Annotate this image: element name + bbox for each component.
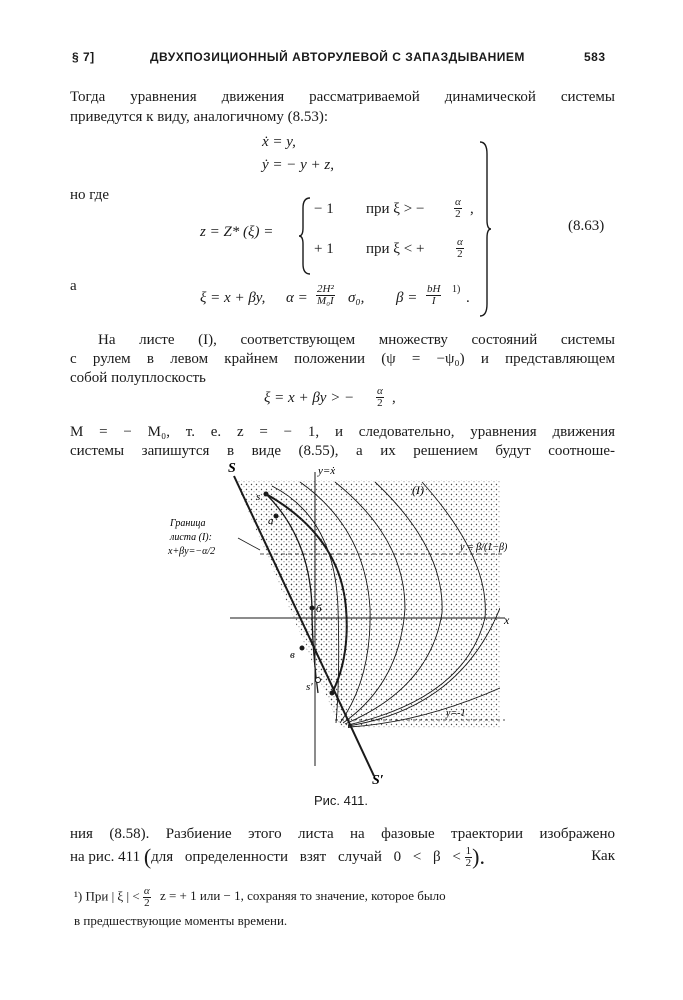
figure-caption: Рис. 411.: [314, 793, 368, 808]
boundary-label-2: листа (I):: [170, 532, 212, 543]
case-2-condition: при ξ < +: [366, 241, 425, 257]
fraction-denominator: 2: [377, 397, 383, 409]
z-definition: z = Z* (ξ) =: [200, 224, 274, 240]
label-pt-s: s: [256, 491, 261, 503]
fraction-denominator: M₀I: [317, 295, 334, 307]
case-2-value: + 1: [314, 241, 334, 257]
paragraph-3-line-1: ния (8.58). Разбиение этого листа на фазовые траектории изображено: [70, 826, 615, 842]
label-pt-b: б: [316, 603, 322, 615]
halfplane-inequality: ξ = x + βy > −: [264, 390, 355, 406]
but-where: но где: [70, 187, 109, 203]
point-v: [300, 646, 305, 651]
equation-2: ẏ = − y + z,: [262, 157, 335, 173]
boundary-label-3: x+βy=−α/2: [168, 546, 216, 557]
alpha-tail: σ₀,: [348, 290, 365, 306]
fraction-numerator: α: [377, 385, 383, 397]
conjunction-and: а: [70, 278, 77, 294]
footnote-line-2: в предшествующие моменты времени.: [74, 913, 288, 928]
paragraph-3-end: Как: [591, 848, 615, 864]
beta-definition: β =: [396, 290, 418, 306]
phase-portrait-figure: [160, 458, 530, 788]
alpha-fraction: [316, 284, 335, 307]
fraction-numerator: α: [143, 885, 150, 897]
equation-1: ẋ = y,: [262, 134, 296, 150]
label-pt-v: в: [290, 649, 295, 661]
footnote-text-1: При | ξ | <: [85, 888, 140, 904]
beta-fraction: [426, 284, 441, 307]
running-title: ДВУХПОЗИЦИОННЫЙ АВТОРУЛЕВОЙ С ЗАПАЗДЫВАНИЕМ: [150, 50, 525, 64]
label-y-axis: y=ẋ: [318, 465, 336, 477]
page-number: 583: [584, 50, 606, 64]
fraction-numerator: 1: [465, 845, 472, 857]
paragraph-2-line-2: системы запишутся в виде (8.55), а их решением будут соотноше-: [70, 443, 615, 459]
trajectory-8: [348, 728, 500, 743]
label-y-minus1: y=-1: [446, 708, 466, 719]
label-pt-s-prime: s′: [306, 681, 313, 693]
alpha-definition: α =: [286, 290, 308, 306]
intro-line-1: Тогда уравнения движения рассматриваемой динамической системы: [70, 89, 615, 105]
trajectory-9: [348, 729, 500, 763]
label-x: x: [504, 613, 510, 627]
case-1-value: − 1: [314, 201, 334, 217]
label-y-beta: y = β/(1−β): [460, 542, 508, 553]
boundary-label-1: Граница: [170, 518, 206, 529]
equation-number: (8.63): [568, 218, 605, 234]
case-1-fraction: [454, 197, 462, 220]
label-S-prime: S′: [372, 773, 384, 788]
halfplane-comma: ,: [392, 390, 396, 406]
footnote-text-2: z = + 1 или − 1, сохраняя то значение, которое было: [159, 888, 446, 904]
point-s-prime: [316, 678, 321, 683]
halfplane-fraction: [376, 386, 384, 409]
intro-line-2: приведутся к виду, аналогичному (8.53):: [70, 109, 329, 125]
paragraph-3-start: на рис. 411: [70, 848, 141, 865]
point-b: [310, 606, 315, 611]
paragraph-1-line-1: На листе (I), соответствующем множеству состояний системы: [98, 332, 615, 348]
label-S: S: [228, 461, 236, 476]
fraction-numerator: bH: [427, 283, 441, 295]
boundary-pointer: [238, 538, 260, 550]
footnote-mark: ¹): [74, 888, 83, 904]
fraction-numerator: α: [457, 236, 463, 248]
xi-definition: ξ = x + βy,: [200, 290, 266, 306]
xi-period: .: [466, 290, 470, 306]
paragraph-1-line-2: с рулем в левом крайнем положении (ψ = −ψ₀) и представляющем: [70, 351, 615, 367]
point-s: [264, 492, 269, 497]
paragraph-2-line-1: M = − M₀, т. е. z = − 1, и следовательно, уравнения движения: [70, 424, 615, 440]
section-mark: § 7]: [72, 50, 95, 64]
beta-footnote-mark: 1): [452, 284, 461, 295]
fraction-denominator: I: [431, 295, 436, 307]
point-a: [274, 514, 279, 519]
fraction-denominator: 2: [144, 897, 150, 909]
case-1-condition: при ξ > −: [366, 201, 425, 217]
paragraph-3-line-2: на рис. 411 (для определенности взят случай 0 < β < $\frac{1}{2}$ ). Как: [70, 843, 615, 869]
fraction-denominator: 2: [465, 857, 472, 869]
label-region: (I): [412, 483, 424, 497]
fraction-denominator: 2: [455, 208, 461, 220]
fraction-numerator: 2H²: [317, 283, 334, 295]
point-end: [330, 691, 335, 696]
label-pt-a: a: [268, 515, 274, 527]
left-brace: [298, 196, 312, 276]
case-1-comma: ,: [470, 201, 474, 217]
paragraph-3-paren: для определенности взят случай 0 < β <: [151, 848, 461, 865]
fraction-numerator: α: [455, 196, 461, 208]
footnote-line-1: [74, 886, 614, 909]
case-2-fraction: [456, 237, 464, 260]
paragraph-1-line-3: собой полуплоскость: [70, 370, 206, 386]
fraction-denominator: 2: [457, 248, 463, 260]
